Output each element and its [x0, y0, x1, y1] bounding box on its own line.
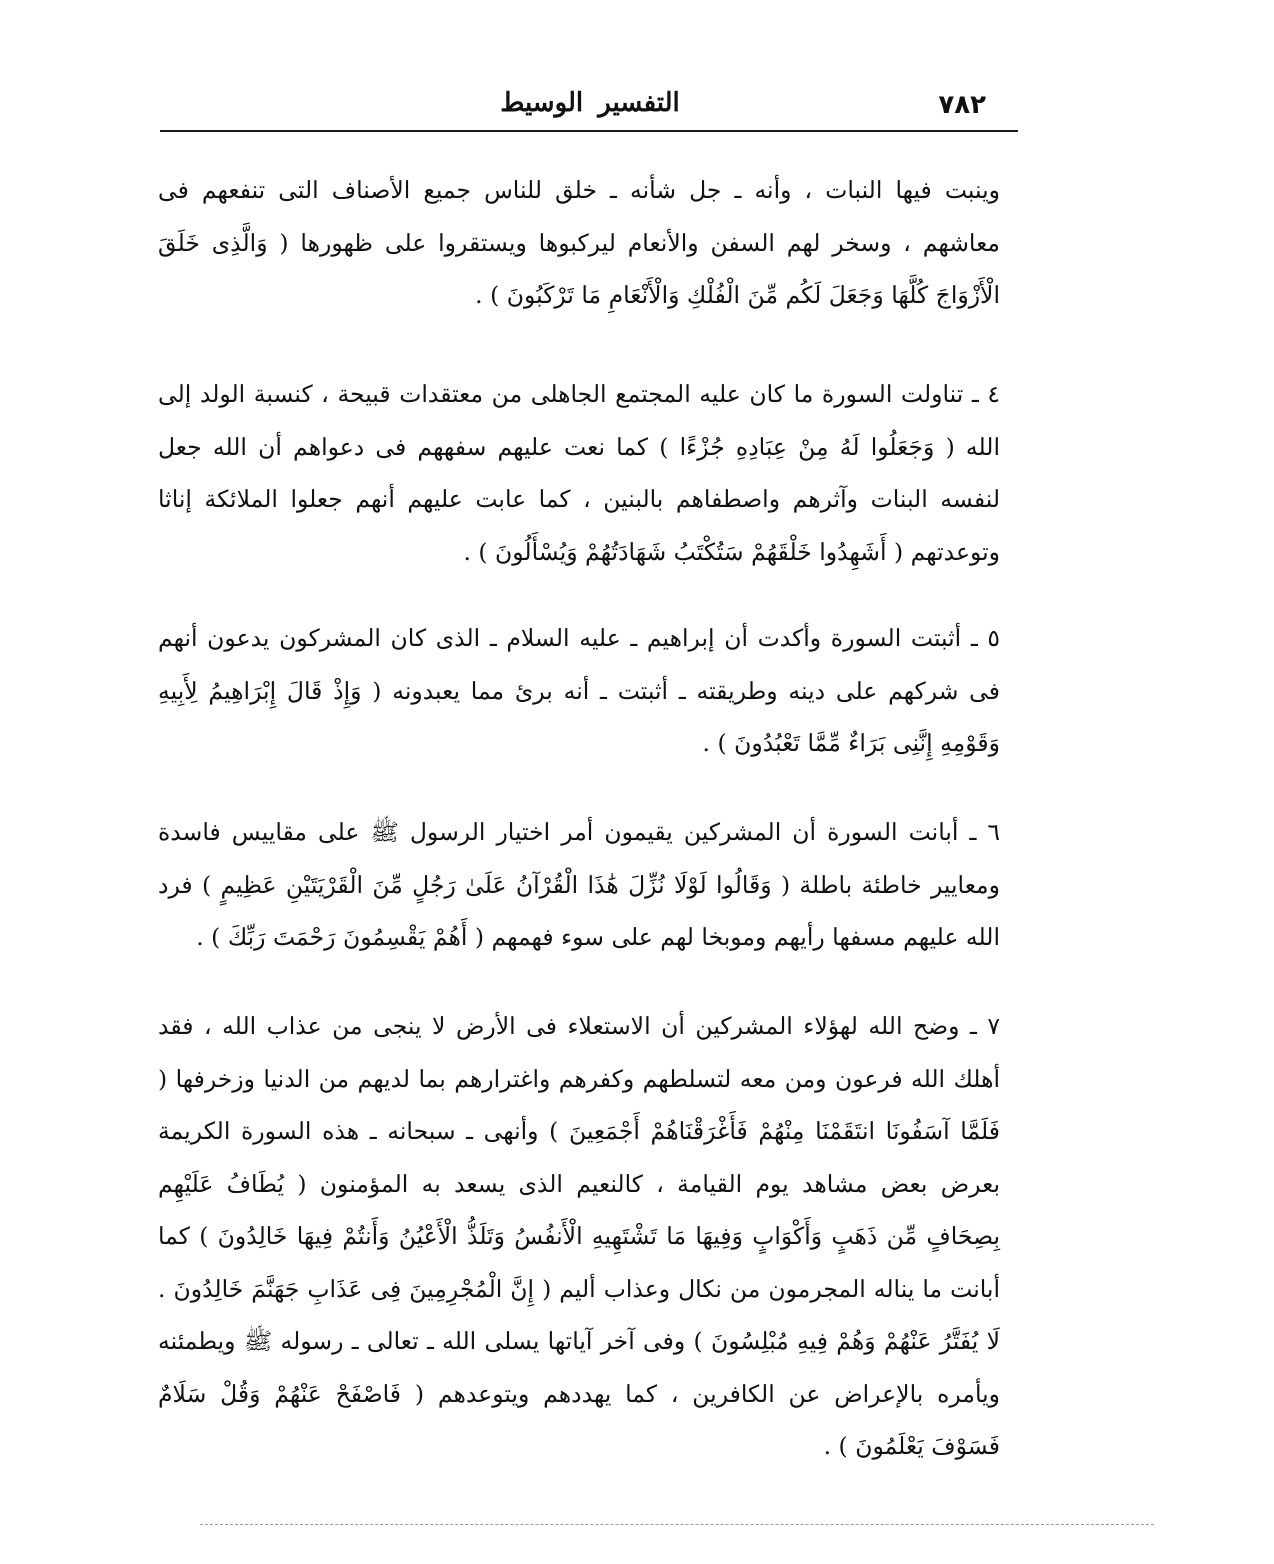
footer-scan-line — [200, 1524, 1154, 1525]
paragraph-point-5: ٥ ـ أثبتت السورة وأكدت أن إبراهيم ـ عليه السلام ـ الذى كان المشركون يدعون أنهم فى شركهم على دينه وطريقته ـ أثبتت ـ أنه برئ مما يعبدونه ( وَإِذْ قَالَ إِبْرَاهِيمُ لِأَبِيهِ وَقَوْمِهِ إِنَّنِى بَرَاءٌ مِّمَّا تَعْبُدُونَ ) . — [158, 624, 1000, 757]
running-title: التفسير الوسيط — [500, 88, 680, 118]
paragraph-intro-continuation: وينبت فيها النبات ، وأنه ـ جل شأنه ـ خلق للناس جميع الأصناف التى تنفعهم فى معاشهم ، وسخر لهم السفن والأنعام ليركبوها ويستقروا على ظهورها ( وَالَّذِى خَلَقَ الْأَزْوَاجَ كُلَّهَا وَجَعَلَ لَكُم مِّنَ الْفُلْكِ وَالْأَنْعَامِ مَا تَرْكَبُونَ ) . — [158, 176, 1000, 309]
page-header — [162, 84, 1018, 128]
paragraph-point-4: ٤ ـ تناولت السورة ما كان عليه المجتمع الجاهلى من معتقدات قبيحة ، كنسبة الولد إلى الله ( وَجَعَلُوا لَهُ مِنْ عِبَادِهِ جُزْءًا ) كما نعت عليهم سفههم فى دعواهم أن الله جعل لنفسه البنات وآثرهم واصطفاهم بالبنين ، كما عابت عليهم أنهم جعلوا الملائكة إناثا وتوعدتهم ( أَشَهِدُوا خَلْقَهُمْ سَتُكْتَبُ شَهَادَتُهُمْ وَيُسْأَلُونَ ) . — [158, 380, 1000, 566]
header-divider — [160, 130, 1018, 132]
page-body — [158, 164, 1000, 1460]
paragraph-point-7: ٧ ـ وضح الله لهؤلاء المشركين أن الاستعلاء فى الأرض لا ينجى من عذاب الله ، فقد أهلك الله فرعون ومن معه لتسلطهم وكفرهم واغترارهم بما لديهم من الدنيا وزخرفها ( فَلَمَّا آسَفُونَا انتَقَمْنَا مِنْهُمْ فَأَغْرَقْنَاهُمْ أَجْمَعِينَ ) وأنهى ـ سبحانه ـ هذه السورة الكريمة بعرض بعض مشاهد يوم القيامة ، كالنعيم الذى يسعد به المؤمنون ( يُطَافُ عَلَيْهِم بِصِحَافٍ مِّن ذَهَبٍ وَأَكْوَابٍ وَفِيهَا مَا تَشْتَهِيهِ الْأَنفُسُ وَتَلَذُّ الْأَعْيُنُ وَأَنتُمْ فِيهَا خَالِدُونَ ) كما أبانت ما يناله المجرمون من نكال وعذاب أليم ( إِنَّ الْمُجْرِمِينَ فِى عَذَابِ جَهَنَّمَ خَالِدُونَ . لَا يُفَتَّرُ عَنْهُمْ وَهُمْ فِيهِ مُبْلِسُونَ ) وفى آخر آياتها يسلى الله ـ تعالى ـ رسوله ﷺ ويطمئنه ويأمره بالإعراض عن الكافرين ، كما يهددهم ويتوعدهم ( فَاصْفَحْ عَنْهُمْ وَقُلْ سَلَامٌ فَسَوْفَ يَعْلَمُونَ ) . — [158, 1012, 1000, 1460]
page-number: ٧٨٢ — [938, 90, 986, 120]
paragraph-point-6: ٦ ـ أبانت السورة أن المشركين يقيمون أمر اختيار الرسول ﷺ على مقاييس فاسدة ومعايير خاطئة باطلة ( وَقَالُوا لَوْلَا نُزِّلَ هَٰذَا الْقُرْآنُ عَلَىٰ رَجُلٍ مِّنَ الْقَرْيَتَيْنِ عَظِيمٍ ) فرد الله عليهم مسفها رأيهم وموبخا لهم على سوء فهمهم ( أَهُمْ يَقْسِمُونَ رَحْمَتَ رَبِّكَ ) . — [158, 818, 1000, 951]
